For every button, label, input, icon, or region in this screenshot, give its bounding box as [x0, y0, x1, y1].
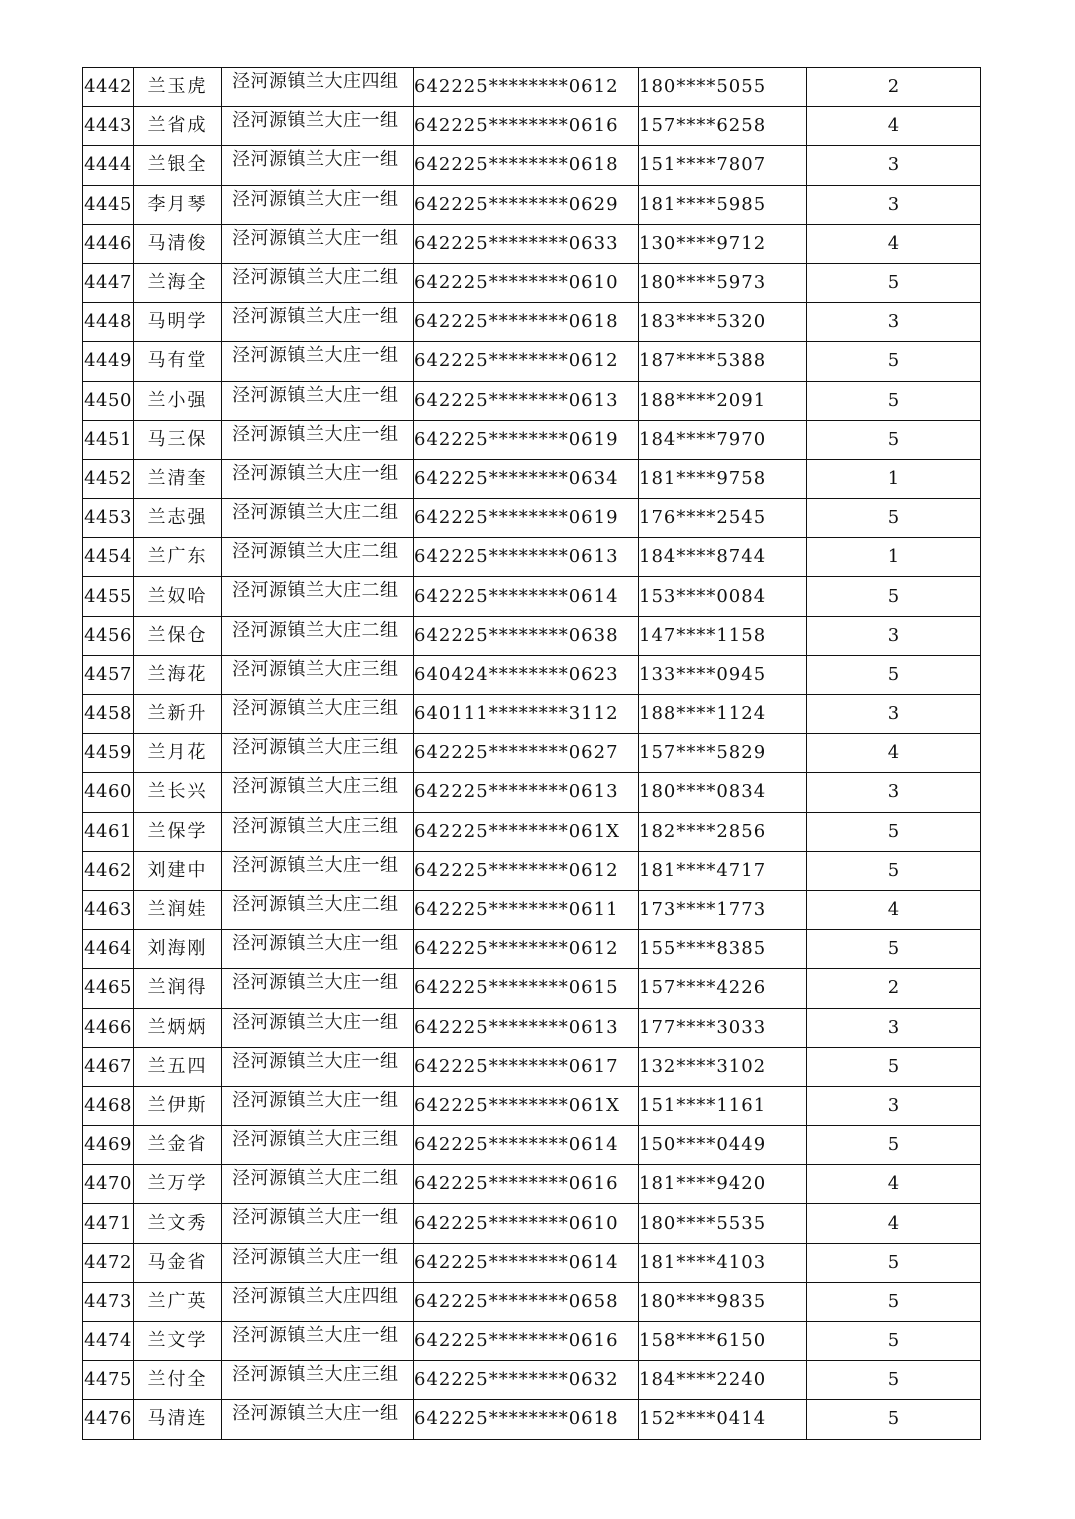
cell-person-name: 马清俊 — [134, 224, 222, 263]
cell-household-count: 4 — [807, 107, 981, 146]
cell-household-count: 3 — [807, 773, 981, 812]
address-text: 泾河源镇兰大庄一组 — [232, 423, 399, 445]
cell-address — [222, 616, 414, 655]
cell-phone-number: 130****9712 — [639, 224, 807, 263]
cell-phone-number: 180****5535 — [639, 1204, 807, 1243]
cell-person-name: 兰长兴 — [134, 773, 222, 812]
cell-household-count: 5 — [807, 420, 981, 459]
cell-person-name: 兰新升 — [134, 695, 222, 734]
cell-phone-number: 157****5829 — [639, 734, 807, 773]
cell-person-name: 兰奴哈 — [134, 577, 222, 616]
cell-phone-number: 188****2091 — [639, 381, 807, 420]
cell-id-number: 642225********0612 — [414, 342, 639, 381]
cell-address — [222, 1126, 414, 1165]
cell-phone-number: 132****3102 — [639, 1047, 807, 1086]
address-text: 泾河源镇兰大庄一组 — [232, 306, 399, 328]
address-text: 泾河源镇兰大庄一组 — [232, 1050, 399, 1072]
cell-serial-number: 4467 — [83, 1047, 134, 1086]
cell-person-name: 马明学 — [134, 303, 222, 342]
cell-phone-number: 151****1161 — [639, 1086, 807, 1125]
address-text: 泾河源镇兰大庄二组 — [232, 541, 399, 563]
table-row — [83, 185, 981, 224]
cell-id-number: 642225********0618 — [414, 146, 639, 185]
cell-household-count: 2 — [807, 68, 981, 107]
cell-household-count: 3 — [807, 616, 981, 655]
cell-household-count: 4 — [807, 1204, 981, 1243]
cell-phone-number: 133****0945 — [639, 655, 807, 694]
table-row — [83, 538, 981, 577]
cell-address — [222, 342, 414, 381]
cell-phone-number: 182****2856 — [639, 812, 807, 851]
cell-id-number: 642225********0627 — [414, 734, 639, 773]
cell-person-name: 兰保仓 — [134, 616, 222, 655]
cell-id-number: 642225********0617 — [414, 1047, 639, 1086]
address-text: 泾河源镇兰大庄一组 — [232, 933, 399, 955]
table-row — [83, 734, 981, 773]
cell-address — [222, 812, 414, 851]
cell-id-number: 642225********0619 — [414, 499, 639, 538]
cell-address — [222, 263, 414, 302]
cell-address — [222, 930, 414, 969]
table-row — [83, 1126, 981, 1165]
cell-serial-number: 4459 — [83, 734, 134, 773]
cell-serial-number: 4449 — [83, 342, 134, 381]
cell-address — [222, 224, 414, 263]
address-text: 泾河源镇兰大庄二组 — [232, 580, 399, 602]
address-text: 泾河源镇兰大庄一组 — [232, 384, 399, 406]
address-text: 泾河源镇兰大庄三组 — [232, 815, 399, 837]
cell-id-number: 642225********0633 — [414, 224, 639, 263]
cell-id-number: 642225********0615 — [414, 969, 639, 1008]
cell-household-count: 1 — [807, 459, 981, 498]
table-row — [83, 577, 981, 616]
cell-phone-number: 181****9420 — [639, 1165, 807, 1204]
cell-person-name: 马清连 — [134, 1400, 222, 1439]
table-row — [83, 303, 981, 342]
address-text: 泾河源镇兰大庄一组 — [232, 972, 399, 994]
table-row — [83, 616, 981, 655]
cell-household-count: 5 — [807, 851, 981, 890]
cell-id-number: 642225********0613 — [414, 381, 639, 420]
address-text: 泾河源镇兰大庄二组 — [232, 619, 399, 641]
cell-person-name: 兰银全 — [134, 146, 222, 185]
cell-address — [222, 420, 414, 459]
address-text: 泾河源镇兰大庄三组 — [232, 1129, 399, 1151]
cell-id-number: 642225********0616 — [414, 1322, 639, 1361]
cell-household-count: 5 — [807, 1282, 981, 1321]
cell-household-count: 5 — [807, 1126, 981, 1165]
table-row — [83, 969, 981, 1008]
address-text: 泾河源镇兰大庄一组 — [232, 1246, 399, 1268]
cell-person-name: 兰省成 — [134, 107, 222, 146]
cell-serial-number: 4448 — [83, 303, 134, 342]
address-text: 泾河源镇兰大庄三组 — [232, 658, 399, 680]
cell-address — [222, 1204, 414, 1243]
table-row — [83, 459, 981, 498]
table-row — [83, 930, 981, 969]
cell-serial-number: 4471 — [83, 1204, 134, 1243]
cell-id-number: 642225********0619 — [414, 420, 639, 459]
cell-phone-number: 181****4717 — [639, 851, 807, 890]
address-text: 泾河源镇兰大庄三组 — [232, 776, 399, 798]
cell-household-count: 4 — [807, 1165, 981, 1204]
address-text: 泾河源镇兰大庄二组 — [232, 893, 399, 915]
cell-serial-number: 4468 — [83, 1086, 134, 1125]
cell-phone-number: 157****6258 — [639, 107, 807, 146]
cell-phone-number: 180****9835 — [639, 1282, 807, 1321]
cell-id-number: 642225********0632 — [414, 1361, 639, 1400]
cell-household-count: 3 — [807, 1008, 981, 1047]
address-text: 泾河源镇兰大庄一组 — [232, 1011, 399, 1033]
cell-phone-number: 184****2240 — [639, 1361, 807, 1400]
cell-phone-number: 157****4226 — [639, 969, 807, 1008]
cell-phone-number: 188****1124 — [639, 695, 807, 734]
cell-person-name: 兰润娃 — [134, 890, 222, 929]
cell-id-number: 642225********0638 — [414, 616, 639, 655]
cell-serial-number: 4466 — [83, 1008, 134, 1047]
address-text: 泾河源镇兰大庄二组 — [232, 502, 399, 524]
cell-household-count: 3 — [807, 303, 981, 342]
cell-serial-number: 4455 — [83, 577, 134, 616]
cell-id-number: 642225********0612 — [414, 930, 639, 969]
cell-household-count: 5 — [807, 381, 981, 420]
cell-id-number: 642225********0634 — [414, 459, 639, 498]
cell-address — [222, 890, 414, 929]
cell-household-count: 5 — [807, 577, 981, 616]
cell-id-number: 642225********0614 — [414, 1126, 639, 1165]
cell-address — [222, 969, 414, 1008]
cell-phone-number: 158****6150 — [639, 1322, 807, 1361]
cell-id-number: 642225********0614 — [414, 577, 639, 616]
cell-person-name: 兰志强 — [134, 499, 222, 538]
cell-household-count: 5 — [807, 342, 981, 381]
cell-serial-number: 4458 — [83, 695, 134, 734]
address-text: 泾河源镇兰大庄二组 — [232, 266, 399, 288]
cell-phone-number: 183****5320 — [639, 303, 807, 342]
cell-id-number: 642225********061X — [414, 1086, 639, 1125]
cell-household-count: 3 — [807, 695, 981, 734]
cell-address — [222, 381, 414, 420]
cell-id-number: 642225********0611 — [414, 890, 639, 929]
cell-serial-number: 4444 — [83, 146, 134, 185]
cell-household-count: 5 — [807, 655, 981, 694]
cell-address — [222, 577, 414, 616]
address-text: 泾河源镇兰大庄一组 — [232, 1089, 399, 1111]
table-row — [83, 146, 981, 185]
cell-id-number: 640111********3112 — [414, 695, 639, 734]
cell-address — [222, 538, 414, 577]
cell-address — [222, 185, 414, 224]
cell-phone-number: 155****8385 — [639, 930, 807, 969]
address-text: 泾河源镇兰大庄一组 — [232, 854, 399, 876]
cell-phone-number: 176****2545 — [639, 499, 807, 538]
address-text: 泾河源镇兰大庄一组 — [232, 1403, 399, 1425]
cell-phone-number: 147****1158 — [639, 616, 807, 655]
cell-address — [222, 695, 414, 734]
table-row — [83, 499, 981, 538]
cell-serial-number: 4461 — [83, 812, 134, 851]
cell-serial-number: 4469 — [83, 1126, 134, 1165]
address-text: 泾河源镇兰大庄三组 — [232, 698, 399, 719]
cell-person-name: 马三保 — [134, 420, 222, 459]
cell-person-name: 兰金省 — [134, 1126, 222, 1165]
cell-address — [222, 1047, 414, 1086]
cell-id-number: 642225********0613 — [414, 773, 639, 812]
cell-person-name: 兰清奎 — [134, 459, 222, 498]
cell-household-count: 4 — [807, 890, 981, 929]
address-text: 泾河源镇兰大庄三组 — [232, 737, 399, 759]
cell-id-number: 642225********0616 — [414, 1165, 639, 1204]
cell-serial-number: 4470 — [83, 1165, 134, 1204]
cell-serial-number: 4457 — [83, 655, 134, 694]
cell-serial-number: 4445 — [83, 185, 134, 224]
address-text: 泾河源镇兰大庄一组 — [232, 462, 399, 484]
table-row — [83, 107, 981, 146]
cell-address — [222, 1361, 414, 1400]
address-text: 泾河源镇兰大庄一组 — [232, 149, 399, 171]
cell-address — [222, 459, 414, 498]
cell-household-count: 5 — [807, 499, 981, 538]
address-text: 泾河源镇兰大庄四组 — [232, 71, 399, 92]
cell-household-count: 2 — [807, 969, 981, 1008]
table-row — [83, 773, 981, 812]
cell-phone-number: 153****0084 — [639, 577, 807, 616]
cell-household-count: 5 — [807, 930, 981, 969]
table-row — [83, 655, 981, 694]
address-text: 泾河源镇兰大庄一组 — [232, 110, 399, 132]
cell-address — [222, 303, 414, 342]
cell-address — [222, 1322, 414, 1361]
cell-person-name: 兰小强 — [134, 381, 222, 420]
cell-address — [222, 1243, 414, 1282]
table-row — [83, 1400, 981, 1439]
cell-id-number: 642225********0629 — [414, 185, 639, 224]
cell-person-name: 兰万学 — [134, 1165, 222, 1204]
cell-address — [222, 1282, 414, 1321]
cell-address — [222, 146, 414, 185]
cell-id-number: 640424********0623 — [414, 655, 639, 694]
table-row — [83, 1047, 981, 1086]
cell-phone-number: 184****7970 — [639, 420, 807, 459]
cell-person-name: 兰润得 — [134, 969, 222, 1008]
cell-person-name: 兰海全 — [134, 263, 222, 302]
table-row — [83, 1322, 981, 1361]
cell-household-count: 3 — [807, 185, 981, 224]
table-row — [83, 1008, 981, 1047]
address-text: 泾河源镇兰大庄一组 — [232, 188, 399, 210]
cell-serial-number: 4473 — [83, 1282, 134, 1321]
cell-household-count: 1 — [807, 538, 981, 577]
cell-household-count: 5 — [807, 1361, 981, 1400]
cell-household-count: 3 — [807, 1086, 981, 1125]
cell-address — [222, 655, 414, 694]
cell-id-number: 642225********0658 — [414, 1282, 639, 1321]
table-row — [83, 1086, 981, 1125]
cell-id-number: 642225********0614 — [414, 1243, 639, 1282]
cell-person-name: 兰炳炳 — [134, 1008, 222, 1047]
cell-id-number: 642225********0618 — [414, 303, 639, 342]
cell-phone-number: 181****5985 — [639, 185, 807, 224]
address-text: 泾河源镇兰大庄三组 — [232, 1364, 399, 1386]
table-row — [83, 263, 981, 302]
cell-phone-number: 181****4103 — [639, 1243, 807, 1282]
cell-phone-number: 184****8744 — [639, 538, 807, 577]
table-row — [83, 342, 981, 381]
table-row — [83, 381, 981, 420]
cell-serial-number: 4454 — [83, 538, 134, 577]
cell-phone-number: 180****0834 — [639, 773, 807, 812]
address-text: 泾河源镇兰大庄一组 — [232, 1325, 399, 1346]
cell-phone-number: 150****0449 — [639, 1126, 807, 1165]
cell-person-name: 李月琴 — [134, 185, 222, 224]
cell-id-number: 642225********0612 — [414, 851, 639, 890]
cell-id-number: 642225********061X — [414, 812, 639, 851]
cell-serial-number: 4465 — [83, 969, 134, 1008]
cell-id-number: 642225********0613 — [414, 538, 639, 577]
address-text: 泾河源镇兰大庄四组 — [232, 1285, 399, 1307]
cell-address — [222, 499, 414, 538]
cell-household-count: 5 — [807, 1243, 981, 1282]
cell-serial-number: 4472 — [83, 1243, 134, 1282]
cell-address — [222, 851, 414, 890]
household-roster-table — [82, 67, 981, 1440]
cell-serial-number: 4464 — [83, 930, 134, 969]
table-row — [83, 224, 981, 263]
cell-serial-number: 4462 — [83, 851, 134, 890]
cell-id-number: 642225********0618 — [414, 1400, 639, 1439]
cell-household-count: 3 — [807, 146, 981, 185]
table-row — [83, 68, 981, 107]
cell-serial-number: 4450 — [83, 381, 134, 420]
cell-person-name: 兰广英 — [134, 1282, 222, 1321]
cell-phone-number: 187****5388 — [639, 342, 807, 381]
cell-serial-number: 4452 — [83, 459, 134, 498]
table-row — [83, 420, 981, 459]
cell-serial-number: 4442 — [83, 68, 134, 107]
cell-id-number: 642225********0616 — [414, 107, 639, 146]
cell-phone-number: 181****9758 — [639, 459, 807, 498]
table-row — [83, 1282, 981, 1321]
table-row — [83, 812, 981, 851]
cell-address — [222, 1086, 414, 1125]
cell-id-number: 642225********0610 — [414, 263, 639, 302]
table-row — [83, 695, 981, 734]
cell-serial-number: 4443 — [83, 107, 134, 146]
cell-serial-number: 4456 — [83, 616, 134, 655]
cell-person-name: 兰文秀 — [134, 1204, 222, 1243]
cell-phone-number: 177****3033 — [639, 1008, 807, 1047]
cell-serial-number: 4446 — [83, 224, 134, 263]
cell-person-name: 兰伊斯 — [134, 1086, 222, 1125]
cell-person-name: 兰广东 — [134, 538, 222, 577]
cell-id-number: 642225********0612 — [414, 68, 639, 107]
cell-phone-number: 180****5055 — [639, 68, 807, 107]
cell-household-count: 4 — [807, 734, 981, 773]
cell-person-name: 兰五四 — [134, 1047, 222, 1086]
table-row — [83, 890, 981, 929]
cell-serial-number: 4463 — [83, 890, 134, 929]
address-text: 泾河源镇兰大庄一组 — [232, 345, 399, 367]
cell-id-number: 642225********0613 — [414, 1008, 639, 1047]
cell-address — [222, 107, 414, 146]
cell-person-name: 马有堂 — [134, 342, 222, 381]
cell-phone-number: 151****7807 — [639, 146, 807, 185]
table-row — [83, 851, 981, 890]
cell-serial-number: 4451 — [83, 420, 134, 459]
cell-serial-number: 4460 — [83, 773, 134, 812]
cell-person-name: 兰海花 — [134, 655, 222, 694]
cell-address — [222, 1165, 414, 1204]
cell-household-count: 5 — [807, 263, 981, 302]
cell-address — [222, 1400, 414, 1439]
cell-phone-number: 173****1773 — [639, 890, 807, 929]
cell-person-name: 兰玉虎 — [134, 68, 222, 107]
table-row — [83, 1165, 981, 1204]
cell-address — [222, 1008, 414, 1047]
cell-household-count: 4 — [807, 224, 981, 263]
cell-address — [222, 68, 414, 107]
cell-person-name: 兰保学 — [134, 812, 222, 851]
cell-id-number: 642225********0610 — [414, 1204, 639, 1243]
address-text: 泾河源镇兰大庄一组 — [232, 227, 399, 249]
cell-person-name: 兰月花 — [134, 734, 222, 773]
cell-person-name: 兰付全 — [134, 1361, 222, 1400]
cell-household-count: 5 — [807, 1322, 981, 1361]
cell-serial-number: 4476 — [83, 1400, 134, 1439]
cell-serial-number: 4474 — [83, 1322, 134, 1361]
cell-address — [222, 734, 414, 773]
roster-body — [83, 68, 981, 1440]
cell-person-name: 马金省 — [134, 1243, 222, 1282]
cell-person-name: 兰文学 — [134, 1322, 222, 1361]
cell-household-count: 5 — [807, 1400, 981, 1439]
cell-serial-number: 4453 — [83, 499, 134, 538]
table-row — [83, 1243, 981, 1282]
cell-person-name: 刘建中 — [134, 851, 222, 890]
address-text: 泾河源镇兰大庄一组 — [232, 1207, 399, 1229]
cell-serial-number: 4475 — [83, 1361, 134, 1400]
cell-phone-number: 180****5973 — [639, 263, 807, 302]
cell-person-name: 刘海刚 — [134, 930, 222, 969]
table-row — [83, 1361, 981, 1400]
table-row — [83, 1204, 981, 1243]
cell-household-count: 5 — [807, 1047, 981, 1086]
cell-address — [222, 773, 414, 812]
address-text: 泾河源镇兰大庄二组 — [232, 1168, 399, 1190]
cell-phone-number: 152****0414 — [639, 1400, 807, 1439]
cell-serial-number: 4447 — [83, 263, 134, 302]
cell-household-count: 5 — [807, 812, 981, 851]
